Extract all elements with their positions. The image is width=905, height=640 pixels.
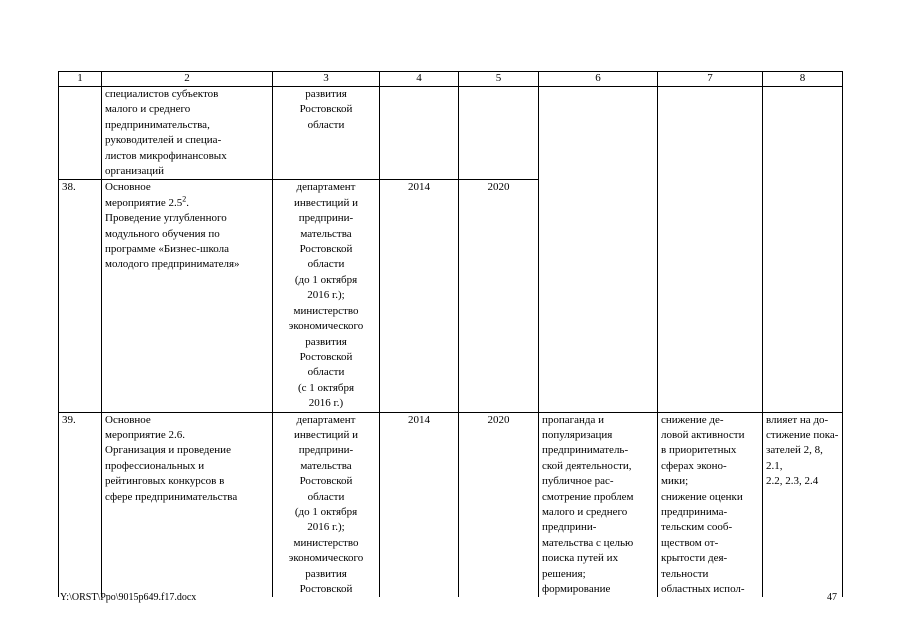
cell-consequences [658,180,763,412]
col-header-3: 3 [273,72,380,87]
col-header-4: 4 [380,72,459,87]
cell-measure: Основное мероприятие 2.6. Организация и проведение профессиональных и рейтинговых конкурсов в сфере предпринимательства [102,412,273,597]
cell-executor: департамент инвестиций и предприни- мательства Ростовской области (до 1 октября 2016 г.); министерство экономического развития Ростовской [273,412,380,597]
measures-table [58,71,843,597]
cell-end [459,87,539,180]
cell-result [539,180,658,412]
cell-num [59,87,102,180]
col-header-2: 2 [102,72,273,87]
cell-start: 2014 [380,412,459,597]
cell-link [763,87,843,180]
col-header-8: 8 [763,72,843,87]
column-number-row [59,72,843,87]
cell-start: 2014 [380,180,459,412]
cell-end: 2020 [459,412,539,597]
table-row-38 [59,180,843,412]
col-header-7: 7 [658,72,763,87]
cell-executor: развития Ростовской области [273,87,380,180]
cell-measure: специалистов субъектов малого и среднего предпринимательства, руководителей и специа- листов микрофинансовых организаций [102,87,273,180]
cell-start [380,87,459,180]
table-row-39 [59,412,843,597]
cell-consequences: снижение де- ловой активности в приоритетных сферах эконо- мики; снижение оценки предпринима- тельским сооб- ществом от- крытости дея- тельности областных испол- [658,412,763,597]
file-path: Y:\ORST\Ppo\9015p649.f17.docx [60,592,197,603]
cell-result: пропаганда и популяризация предприниматель- ской деятельности, публичное рас- смотрение проблем малого и среднего предприни- мательства с целью поиска путей их решения; формирование [539,412,658,597]
cell-link [763,180,843,412]
cell-link: влияет на до- стижение пока- зателей 2, 8, 2.1, 2.2, 2.3, 2.4 [763,412,843,597]
cell-end: 2020 [459,180,539,412]
cell-result [539,87,658,180]
col-header-6: 6 [539,72,658,87]
cell-consequences [658,87,763,180]
cell-num: 38. [59,180,102,412]
page-number: 47 [827,592,837,603]
col-header-5: 5 [459,72,539,87]
cell-measure: Основное мероприятие $2.5^2$. Проведение углубленного модульного обучения по программе «Бизнес-школа молодого предпринимателя» [102,180,273,412]
table-row-continued [59,87,843,180]
col-header-1: 1 [59,72,102,87]
cell-num: 39. [59,412,102,597]
cell-executor: департамент инвестиций и предприни- мательства Ростовской области (до 1 октября 2016 г.); министерство экономического развития Ростовской области (с 1 октября 2016 г.) [273,180,380,412]
